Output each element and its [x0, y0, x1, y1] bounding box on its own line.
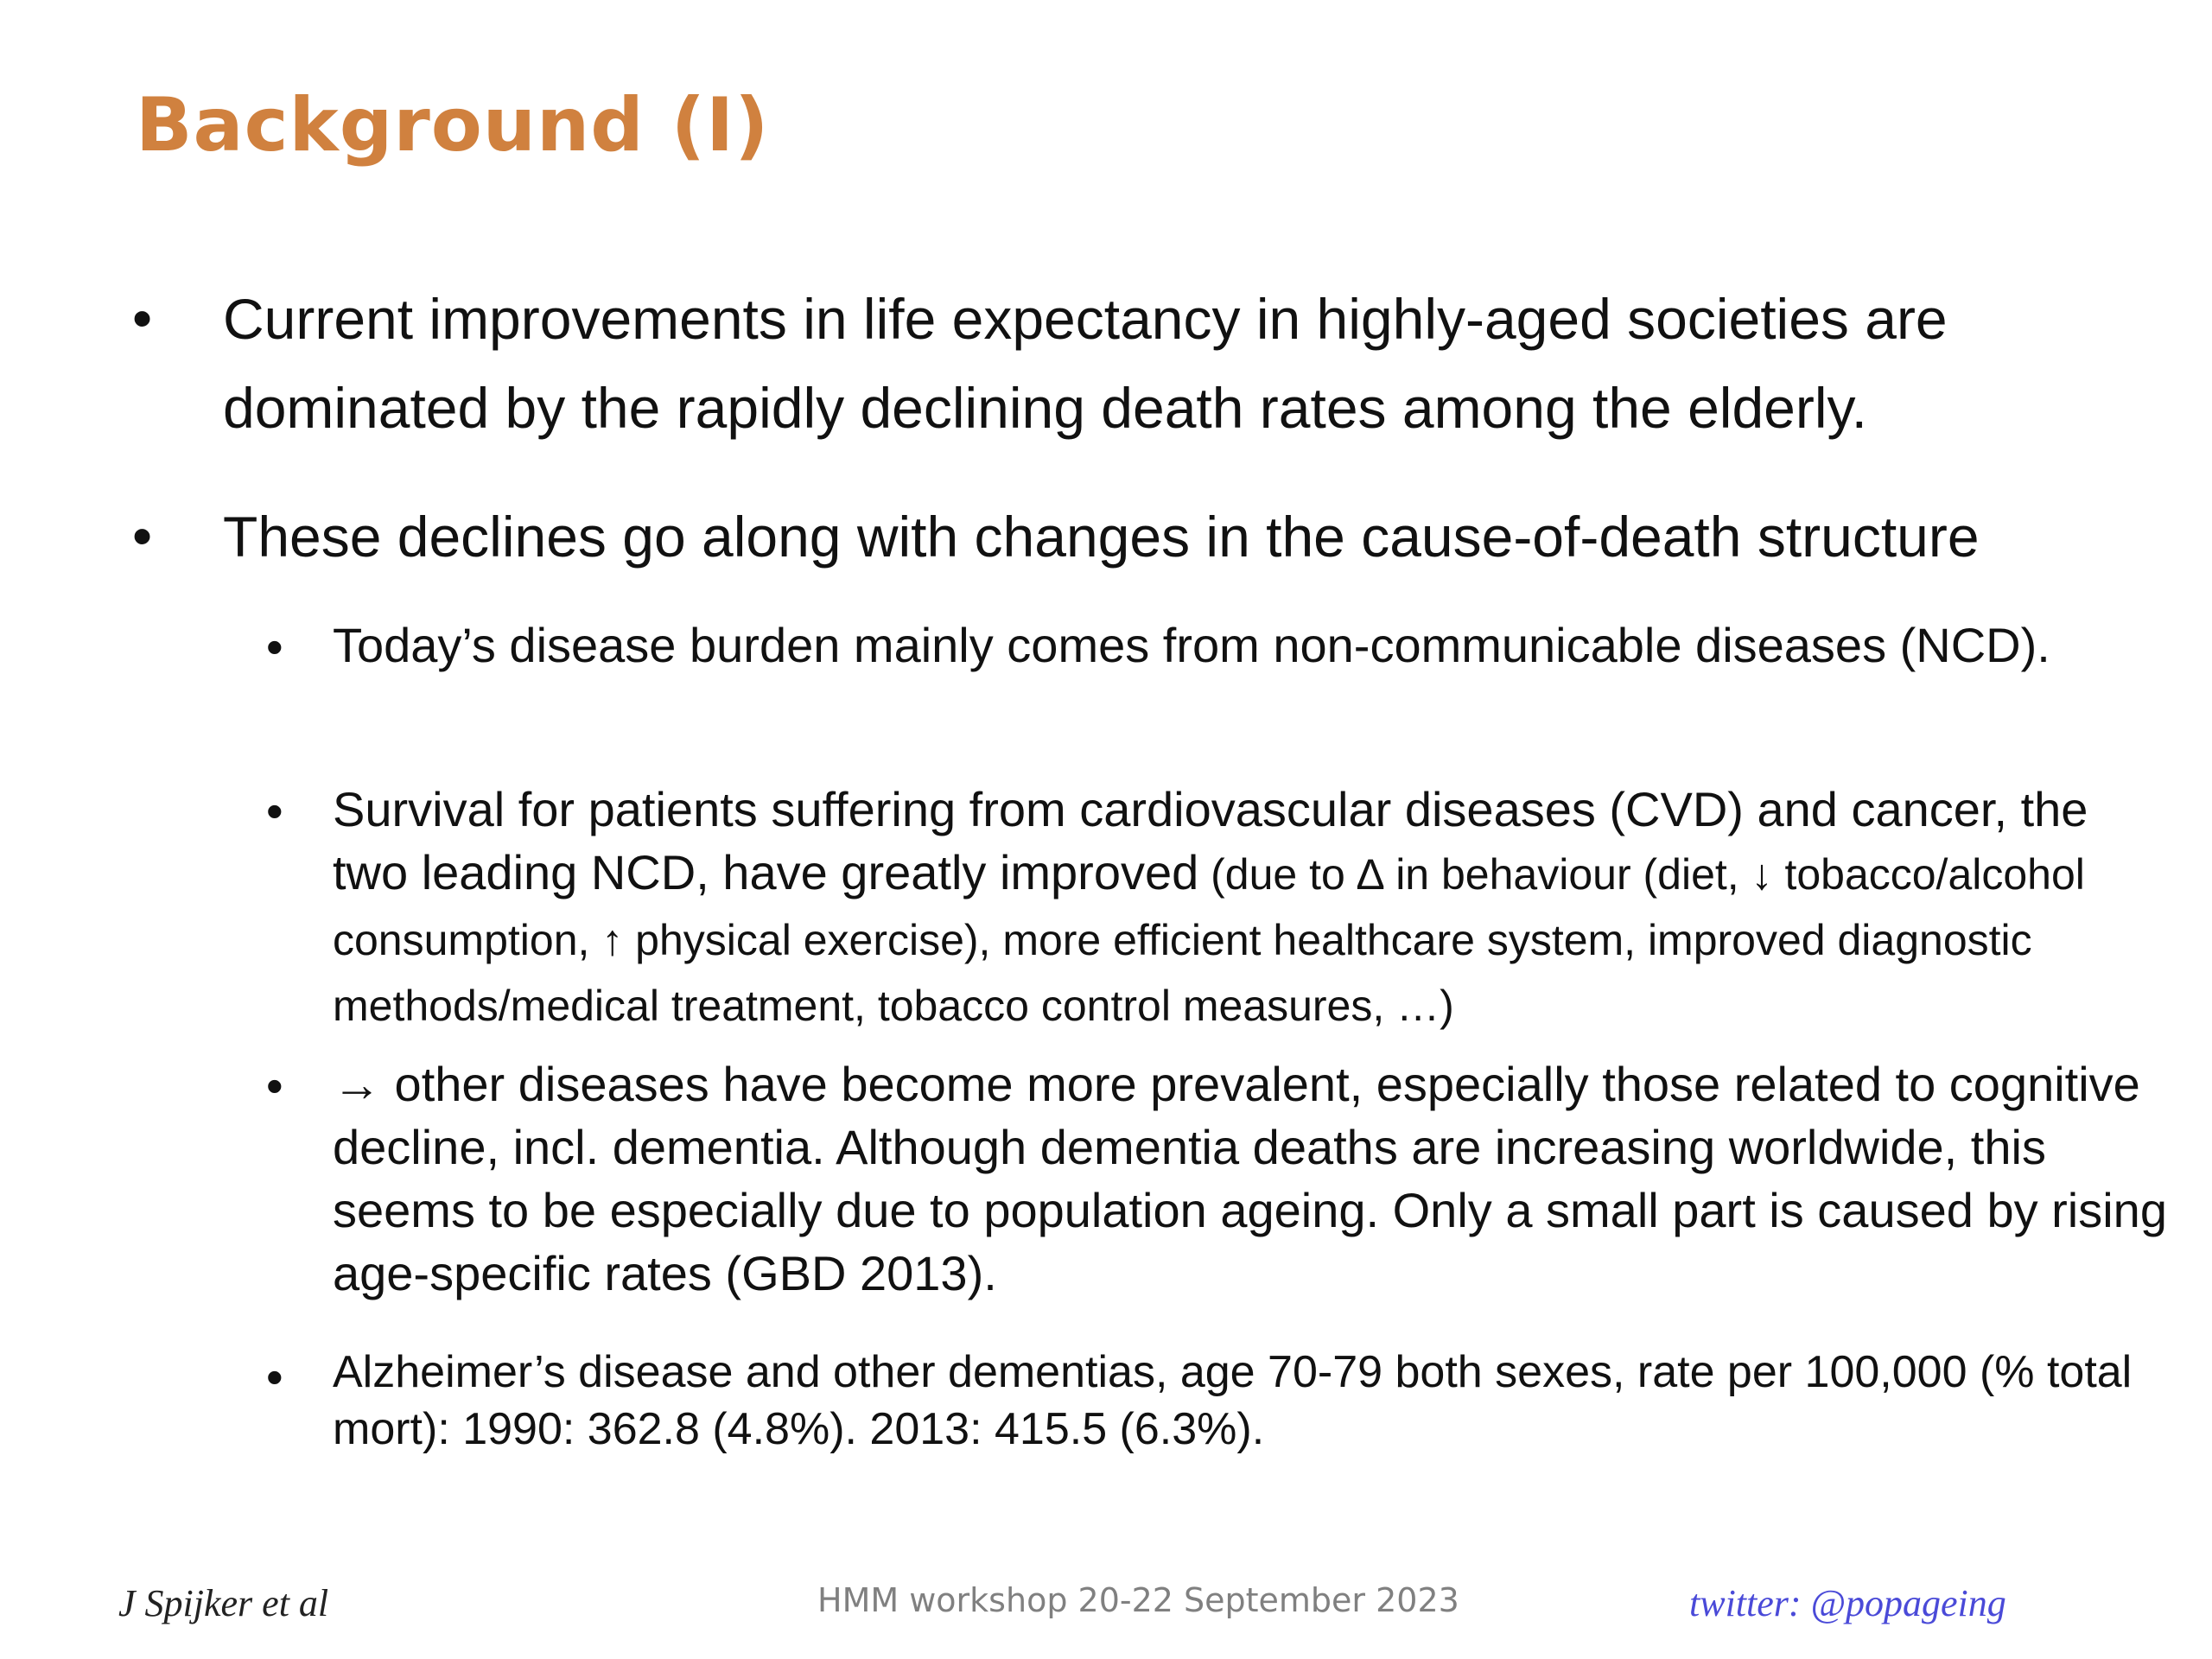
bullet-text: These declines go along with changes in the cause-of-death structure [223, 505, 1980, 569]
sub-bullet-text [333, 778, 2173, 1038]
sub-bullet-text: → other diseases have become more prevalent, especially those related to cognitive decline, incl. dementia. Although dementia deaths are increasing worldwide, this seems to be especially due to population ageing. Only a small part is caused by rising age-specific rates (GBD 2013). [333, 1057, 2167, 1300]
footer-event: HMM workshop 20-22 September 2023 [817, 1581, 1459, 1619]
footer-author: J Spijker et al [118, 1582, 329, 1624]
sub-bullet-text: Today’s disease burden mainly comes from non-communicable diseases (NCD). [333, 618, 2050, 672]
bullet-marker: • [132, 286, 153, 350]
sub-bullet-marker: • [266, 1350, 283, 1404]
slide-title: Background (I) [136, 82, 770, 168]
bullet-text: Current improvements in life expectancy in highly-aged societies are dominated by the rapidly declining death rates among the elderly. [223, 287, 1948, 440]
sub-bullet-marker: • [266, 620, 283, 674]
footer-twitter-handle[interactable]: twitter: @popageing [1689, 1582, 2006, 1624]
sub-bullet-marker: • [266, 1058, 283, 1113]
sub-bullet-detail-text: (due to ∆ in behaviour (diet, ↓ tobacco/alcohol consumption, ↑ physical exercise), more efficient healthcare system, improved diagnostic methods/medical treatment, tobacco control measures, …) [333, 850, 2085, 1030]
sub-bullet-main-text: Survival for patients suffering from cardiovascular diseases (CVD) and cancer, the two leading NCD, have greatly improved [333, 782, 2088, 899]
sub-bullet-text: Alzheimer’s disease and other dementias, age 70-79 both sexes, rate per 100,000 (% total mort): 1990: 362.8 (4.8%). 2013: 415.5 (6.3%). [333, 1347, 2133, 1454]
bullet-marker: • [132, 504, 153, 568]
sub-bullet-marker: • [266, 784, 283, 838]
